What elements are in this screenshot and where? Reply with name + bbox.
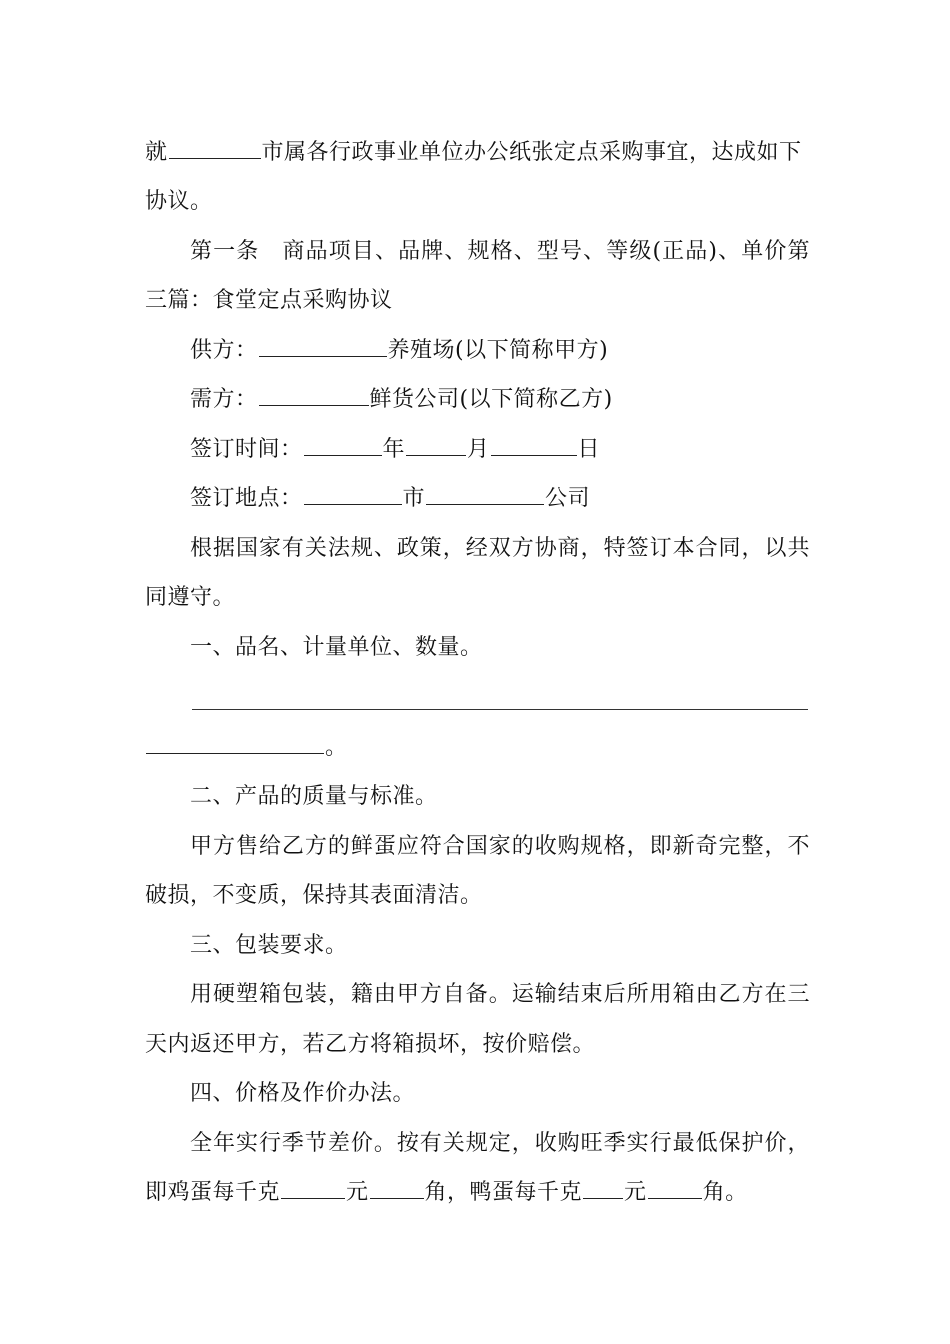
blank-field[interactable] [146, 733, 324, 754]
fill-in-line-end [145, 733, 810, 763]
city-text: 市 [402, 486, 426, 511]
company-blank[interactable] [426, 484, 544, 505]
heading-section-4: 四、价格及作价办法。 [190, 1081, 416, 1106]
paragraph-basis-cont: 同遵守。 [145, 585, 236, 610]
text: 。 [325, 735, 348, 760]
egg-yuan-blank[interactable] [281, 1178, 345, 1199]
line-agreement: 协议。 [145, 189, 213, 214]
buyer-tail: 鲜货公司(以下简称乙方) [369, 387, 613, 412]
blank-field[interactable] [169, 138, 261, 159]
paragraph-quality-cont: 破损，不变质，保持其表面清洁。 [145, 883, 483, 908]
heading-section-3: 三、包装要求。 [190, 933, 348, 958]
paragraph-price-cont [145, 1178, 810, 1208]
buyer-line [190, 385, 810, 415]
month-text: 月 [467, 437, 490, 462]
supplier-blank[interactable] [259, 336, 387, 357]
text: 即鸡蛋每千克 [145, 1180, 281, 1205]
place-label: 签订地点： [190, 486, 303, 511]
supplier-tail: 养殖场(以下简称甲方) [387, 338, 609, 363]
text: 元 [624, 1180, 647, 1205]
article-one: 第一条 商品项目、品牌、规格、型号、等级(正品)、单价第 [190, 239, 810, 264]
date-label: 签订时间： [190, 437, 303, 462]
text: 就 [145, 140, 168, 165]
paragraph-price: 全年实行季节差价。按有关规定，收购旺季实行最低保护价， [190, 1131, 810, 1156]
city-blank[interactable] [304, 484, 402, 505]
section-title: 三篇：食堂定点采购协议 [145, 288, 393, 313]
paragraph-packaging-cont: 天内返还甲方，若乙方将箱损坏，按价赔偿。 [145, 1032, 596, 1057]
supplier-label: 供方： [190, 338, 258, 363]
duck-jiao-blank[interactable] [648, 1178, 702, 1199]
heading-section-1: 一、品名、计量单位、数量。 [190, 635, 483, 660]
line-intro [145, 138, 810, 168]
text: 市属各行政事业单位办公纸张定点采购事宜，达成如下 [261, 140, 802, 165]
year-blank[interactable] [304, 435, 382, 456]
date-line [190, 435, 810, 465]
company-text: 公司 [545, 486, 591, 511]
buyer-blank[interactable] [259, 385, 369, 406]
buyer-label: 需方： [190, 387, 258, 412]
fill-in-line[interactable] [192, 709, 808, 710]
text: 角。 [702, 1180, 748, 1205]
paragraph-quality: 甲方售给乙方的鲜蛋应符合国家的收购规格，即新奇完整，不 [190, 834, 810, 859]
text: 角，鸭蛋每千克 [424, 1180, 583, 1205]
duck-yuan-blank[interactable] [583, 1178, 623, 1199]
year-text: 年 [382, 437, 406, 462]
heading-section-2: 二、产品的质量与标准。 [190, 784, 438, 809]
paragraph-packaging: 用硬塑箱包装，籍由甲方自备。运输结束后所用箱由乙方在三 [190, 982, 810, 1007]
egg-jiao-blank[interactable] [370, 1178, 424, 1199]
paragraph-basis: 根据国家有关法规、政策，经双方协商，特签订本合同，以共 [190, 536, 810, 561]
day-blank[interactable] [491, 435, 577, 456]
day-text: 日 [577, 437, 601, 462]
supplier-line [190, 336, 810, 366]
text: 元 [346, 1180, 369, 1205]
month-blank[interactable] [406, 435, 466, 456]
place-line [190, 484, 810, 514]
